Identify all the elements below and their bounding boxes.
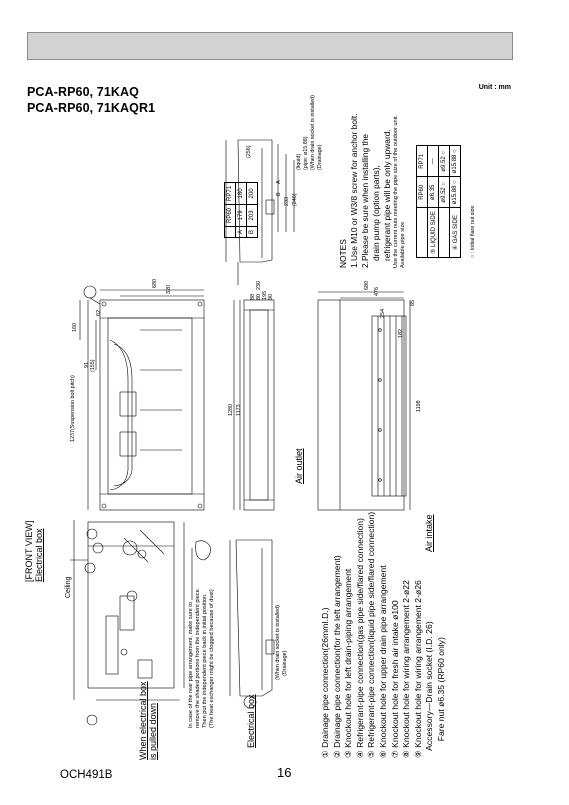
legend-item-5: ⑤ Refrigerant-pipe connection(liquid pipe side/flared connection) <box>366 511 377 758</box>
pipe-table-r2c2: ø15.88 ○ <box>450 146 461 177</box>
dim-table-r1c0: B <box>247 226 258 237</box>
dimension-table <box>224 182 258 238</box>
pipe-table-r0c1: ø6.35 <box>428 177 439 208</box>
model-title-2: PCA-RP60, 71KAQR1 <box>27 101 156 115</box>
notes-line-1: 1.Use M10 or W3/8 screw for anchor bolt. <box>349 113 359 268</box>
legend-item-8: ⑧ Knockout hole for wiring arrangement 2-ø22 <box>401 580 412 758</box>
dim-680-bottom: 680 <box>364 281 370 290</box>
when-pulled-line-2: is pulled down <box>148 702 158 760</box>
top-view <box>80 286 204 510</box>
notes-line-2: 2.Please be sure when installing the <box>360 133 370 268</box>
dim-1280: 1280 <box>228 404 234 416</box>
dim-B: B <box>276 192 282 196</box>
pipe-table-r0c2: — <box>428 146 439 177</box>
dim-155: (155) <box>90 359 96 372</box>
when-pulled-line-1: When electrical box <box>138 681 148 760</box>
dim-476: 476 <box>374 287 380 296</box>
dim-1173: 1173 <box>236 404 242 416</box>
legend-item-7: ⑦ Knockout hole for fresh air intake ø100 <box>389 600 400 758</box>
notes-line-4: refrigerant pipe will be only upward. <box>382 129 392 268</box>
dim-table-r0c2: 180 <box>236 182 247 204</box>
dim-88: 88 <box>250 294 256 300</box>
pipe-table-h0 <box>417 208 428 258</box>
notes-title: NOTES <box>338 239 348 268</box>
dim-230: 230 <box>256 281 262 290</box>
front-view-title: [FRONT VIEW] <box>24 520 34 582</box>
dim-195: 195 <box>262 291 268 300</box>
dim-A: A <box>276 180 282 184</box>
dim-160: 160 <box>72 323 78 332</box>
dim-table-r1c1: 203 <box>247 204 258 226</box>
dim-320: 320 <box>166 285 172 294</box>
air-outlet-label: Air outlet <box>294 448 304 484</box>
dim-182: 182 <box>398 329 404 338</box>
drainage-label-2: (Drainage) <box>317 144 323 170</box>
front-view-caption <box>24 521 44 582</box>
pipe-table-h1: RP60 <box>417 177 428 208</box>
side-view-2 <box>230 540 274 708</box>
dim-table-h1: RP60 <box>225 204 236 226</box>
pipe-table-r1c0 <box>439 208 450 258</box>
dim-680-top: 680 <box>152 279 158 288</box>
pipe-table-h2: RP71 <box>417 146 428 177</box>
dim-256: (256) <box>246 145 252 158</box>
legend-flare-nut: Fare nut ø6.35 (RP60 only) <box>435 637 446 758</box>
bottom-view <box>318 292 410 510</box>
dim-246: (246) <box>292 193 298 206</box>
pulled-down-caption <box>138 681 158 760</box>
dim-table-r0c0: A <box>236 226 247 237</box>
notes-small-1: Use the current nuts meeting the pipe size of the outdoor unit. <box>393 115 399 268</box>
dim-1198: 1198 <box>416 400 422 412</box>
electrical-box-label-2: Electrical box <box>246 694 256 748</box>
notes-small-2: Available pipe size <box>400 221 407 268</box>
dim-62: 62 <box>96 310 102 316</box>
air-intake-label: Air intake <box>424 514 434 552</box>
suspension-label: 1237(Suspension bolt pitch) <box>70 375 76 442</box>
pipe-table-r1c1: ø9.52 ○ <box>439 177 450 208</box>
pipe-table-footnote: ○ : Initial flare nut size <box>470 205 476 258</box>
drain-socket-note: (When drain socket is installed) <box>275 605 281 680</box>
legend-item-1: ① Drainage pipe connection(26mmI.D.) <box>320 607 330 758</box>
rear-note-line-1: In case of the rear pipe arrangement, make sure to <box>188 602 194 728</box>
dim-90: 90 <box>268 294 274 300</box>
legend-item-4: ④ Refrigerant-pipe connection(gas pipe side/flared connection) <box>354 518 365 758</box>
liquid-label: (liquid) <box>296 153 302 170</box>
legend-accessory: Accessory—Drain socket (I.D. 26) <box>424 621 435 758</box>
dim-table-h0 <box>225 226 236 237</box>
side-drain-note: (When drain socket is installed) <box>310 95 316 170</box>
model-title-1: PCA-RP60, 71KAQ <box>27 85 139 99</box>
legend-item-3: ③ Knockout hole for left drain-piping arrangement <box>343 568 354 758</box>
rear-note-line-4: (The heat exchanger might be clogged because of dust) <box>209 589 215 728</box>
ceiling-label: Ceiling <box>65 576 72 598</box>
dim-85: 85 <box>410 300 416 306</box>
pipe-table-r2c1: ø15.88 ○ <box>450 177 461 208</box>
dim-254: 254 <box>380 309 386 318</box>
dim-table-r1c2: 200 <box>247 182 258 204</box>
rear-note-line-3: Then put the independent piece back in initial position. <box>202 593 208 728</box>
legend-item-2: ② Drainage pipe connection(for the left arrangement) <box>331 555 342 758</box>
document-code: OCH491B <box>60 769 113 781</box>
rear-pipe-note <box>188 588 216 728</box>
pipe-table-r1c2: ø9.52 ○ <box>439 146 450 177</box>
pipe-size-table <box>416 145 479 258</box>
legend-item-6: ⑥ Knockout hole for upper drain pipe arrangement <box>377 565 388 758</box>
dim-table-r0c1: 179 <box>236 204 247 226</box>
notes-line-3: drain pump (option parts), <box>371 165 381 268</box>
legend-item-9: ⑨ Knockout hole for wiring arrangement 2-ø26 <box>412 580 423 758</box>
rear-note-line-2: remove the shaded portions from the independent piece. <box>195 587 201 728</box>
pipe-table-r2c0: ④ GAS SIDE <box>450 208 461 258</box>
page-number: 16 <box>277 765 292 780</box>
notes <box>338 113 408 268</box>
dim-table-h2: RP71 <box>225 182 236 204</box>
dim-233: 233 <box>284 197 290 206</box>
pipe-table-r0c0: ⑤ LIQUID SIDE <box>428 208 439 258</box>
pipe-size-label: (pipe: ø15.88) <box>303 136 309 170</box>
unit-label: Unit : mm <box>478 84 511 91</box>
dim-80: 80 <box>256 294 262 300</box>
dim-91: 91 <box>84 362 90 368</box>
drainage-note: (Drainage) <box>282 650 288 676</box>
electrical-box-label: Electrical box <box>34 528 44 582</box>
